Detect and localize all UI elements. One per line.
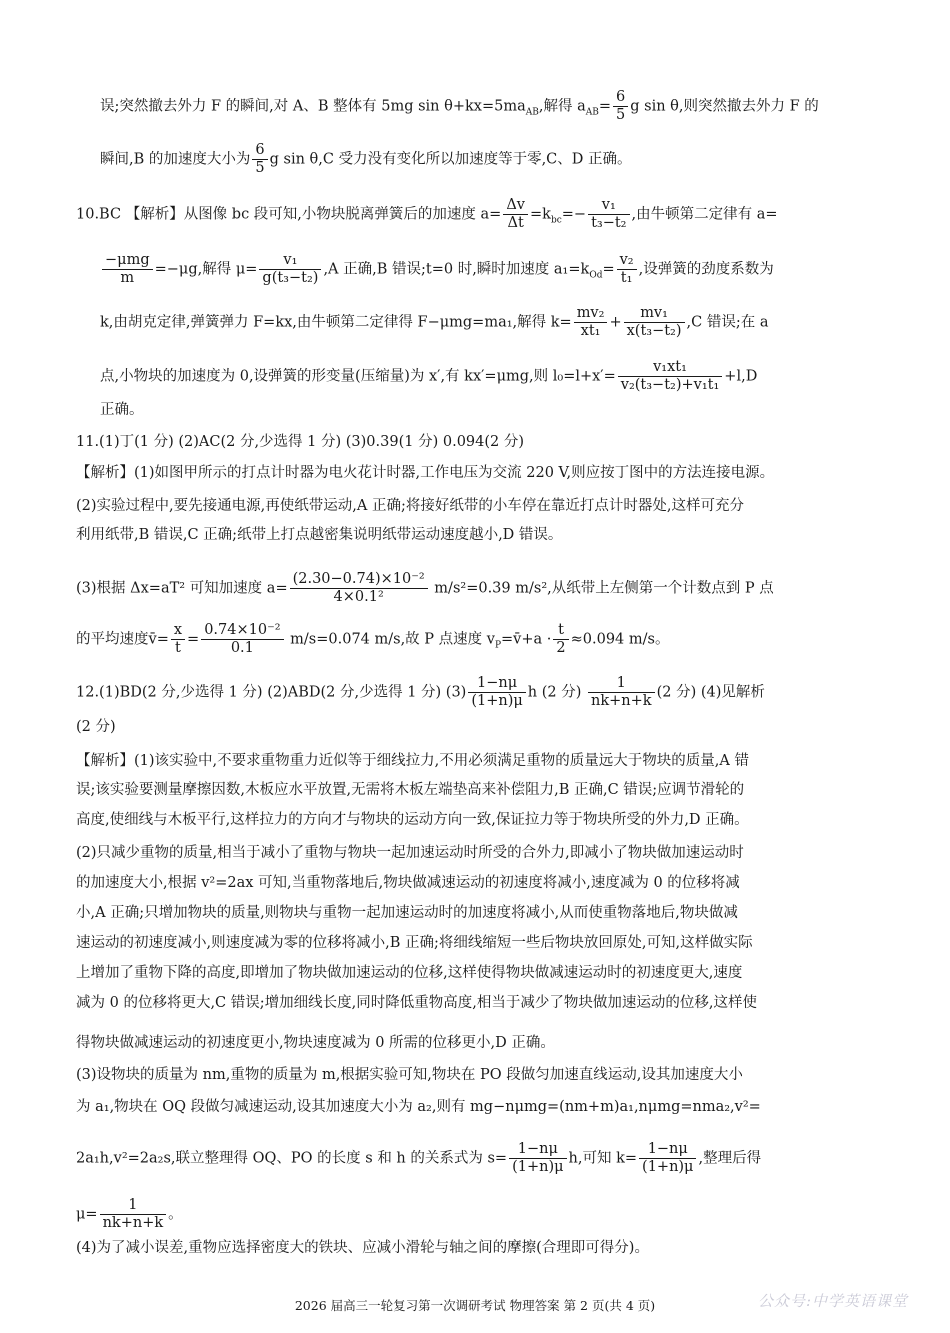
- text-line: (3)根据 Δx=aT² 可知加速度 a= $\frac{\text{(2.30−0.74)×10⁻²}}{\text{4×0.1²}}$ m/s²=0.39 m/s²,从纸带上左侧第一个计数点到 P 点: [76, 571, 774, 605]
- text-line: 点,小物块的加速度为 0,设弹簧的形变量(压缩量)为 x′,有 kx′=μmg,则 l₀=l+x′= $\frac{\text{v₁xt₁}}{\text{v₂(t₃−t₂)+v₁t₁}}$ +l,D: [100, 359, 758, 393]
- text-line: 正确。: [100, 402, 144, 418]
- text-line: 瞬间,B 的加速度大小为 $\frac{6}{5}$ g sin θ,C 受力没有变化所以加速度等于零,C、D 正确。: [100, 142, 632, 176]
- text-line: 【解析】(1)如图甲所示的打点计时器为电火花计时器,工作电压为交流 220 V,则应按丁图中的方法连接电源。: [76, 465, 775, 481]
- question-10-line: 10.BC 【解析】从图像 bc 段可知,小物块脱离弹簧后的加速度 a= $\frac{\Delta v}{\Delta t}$ $=k_{bc}=-$ $\frac{\text{v₁}}{\text{t₃−t₂}}$ ,由牛顿第二定律有 a=: [76, 197, 778, 231]
- text-line: (4)为了减小误差,重物应选择密度大的铁块、应减小滑轮与轴之间的摩擦(合理即可得分)。: [76, 1240, 649, 1256]
- text-line: μ= $\frac{1}{nk+n+k}$ 。: [76, 1197, 183, 1231]
- text-line: 误;突然撤去外力 F 的瞬间,对 A、B 整体有 5mg $\sin \theta+kx=5ma_{AB}$,解得 $a_{AB}=$ $\frac{6}{5}$ g sin θ,则突然撤去外力 F 的: [100, 89, 819, 123]
- text-line: 上增加了重物下降的高度,即增加了物块做加速运动的位移,这样使得物块做减速运动时的初速度更大,速度: [76, 965, 743, 981]
- text-line: 误;该实验要测量摩擦因数,木板应水平放置,无需将木板左端垫高来补偿阻力,B 正确,C 错误;应调节滑轮的: [76, 782, 745, 798]
- text-line: k,由胡克定律,弹簧弹力 F=kx,由牛顿第二定律得 F−μmg=ma₁,解得 k= $\frac{\text{mv₂}}{\text{xt₁}}$ + $\frac{\text{mv₁}}{\text{x(t₃−t₂)}}$ ,C 错误;在 a: [100, 305, 769, 339]
- text-line: 【解析】(1)该实验中,不要求重物重力近似等于细线拉力,不用必须满足重物的质量远大于物块的质量,A 错: [76, 753, 749, 769]
- text-line: $\frac{\text{−μmg}}{m}$ =−μg,解得 μ= $\frac{\text{v₁}}{\text{g(t₃−t₂)}}$ ,A 正确,B 错误;t=0 时,瞬时加速度 $a_1=k_{Od}=$ $\frac{\text{v₂}}{\text{t₁}}$ ,设弹簧的劲度系数为: [100, 252, 872, 287]
- text-line: 利用纸带,B 错误,C 正确;纸带上打点越密集说明纸带运动速度越小,D 错误。: [76, 527, 563, 543]
- page-footer: 2026 届高三一轮复习第一次调研考试 物理答案 第 2 页(共 4 页): [294, 1298, 656, 1313]
- question-12-answer: 12.(1)BD(2 分,少选得 1 分) (2)ABD(2 分,少选得 1 分) (3) $\frac{1-n\mu}{(1+n)\mu}$ h (2 分) $\frac{1}{nk+n+k}$ (2 分) (4)见解析: [76, 675, 765, 709]
- text-line: (2 分): [76, 719, 116, 735]
- fraction: $\frac{6}{5}$: [252, 142, 267, 177]
- text-line: 得物块做减速运动的初速度更小,物块速度减为 0 所需的位移更小,D 正确。: [76, 1035, 555, 1051]
- text-line: 小,A 正确;只增加物块的质量,则物块与重物一起加速运动时的加速度将减小,从而使重物落地后,物块做减: [76, 905, 738, 921]
- question-11-answer: 11.(1)丁(1 分) (2)AC(2 分,少选得 1 分) (3)0.39(1 分) 0.094(2 分): [76, 434, 525, 450]
- text-line: 高度,使细线与木板平行,这样拉力的方向才与物块的运动方向一致,保证拉力等于物块所受的外力,D 正确。: [76, 812, 749, 828]
- text-line: (2)只减少重物的质量,相当于减小了重物与物块一起加速运动时所受的合外力,即减小了物块做加速运动时: [76, 845, 744, 861]
- text-line: 速运动的初速度减小,则速度减为零的位移将减小,B 正确;将细线缩短一些后物块放回原处,可知,这样做实际: [76, 935, 753, 951]
- text-line: 2a₁h,v²=2a₂s,联立整理得 OQ、PO 的长度 s 和 h 的关系式为 s= $\frac{1-n\mu}{(1+n)\mu}$ h,可知 k= $\frac{1-n\mu}{(1+n)\mu}$ ,整理后得: [76, 1141, 762, 1175]
- text-line: (3)设物块的质量为 nm,重物的质量为 m,根据实验可知,物块在 PO 段做匀加速直线运动,设其加速度大小: [76, 1067, 743, 1083]
- text-line: 的加速度大小,根据 v²=2ax 可知,当重物落地后,物块做减速运动的初速度将减小,速度减为 0 的位移将减: [76, 875, 740, 891]
- fraction: $\frac{6}{5}$: [613, 89, 628, 124]
- text-line: 为 a₁,物块在 OQ 段做匀减速运动,设其加速度大小为 a₂,则有 mg−nμmg=(nm+m)a₁,nμmg=nma₂,v²=: [76, 1099, 761, 1115]
- text-line: (2)实验过程中,要先接通电源,再使纸带运动,A 正确;将接好纸带的小车停在靠近打点计时器处,这样可充分: [76, 498, 744, 514]
- watermark: 公众号:中学英语课堂: [757, 1292, 908, 1310]
- text-line: 减为 0 的位移将更大,C 错误;增加细线长度,同时降低重物高度,相当于减少了物块做加速运动的位移,这样使: [76, 995, 757, 1011]
- text-line: 的平均速度v̄= $\frac{x}{t}$ = $\frac{\text{0.74×10⁻²}}{0.1}$ m/s=0.074 m/s,故 P 点速度 $v_P=v̄+a$ · $\frac{t}{2}$ ≈0.094 m/s。: [76, 622, 670, 656]
